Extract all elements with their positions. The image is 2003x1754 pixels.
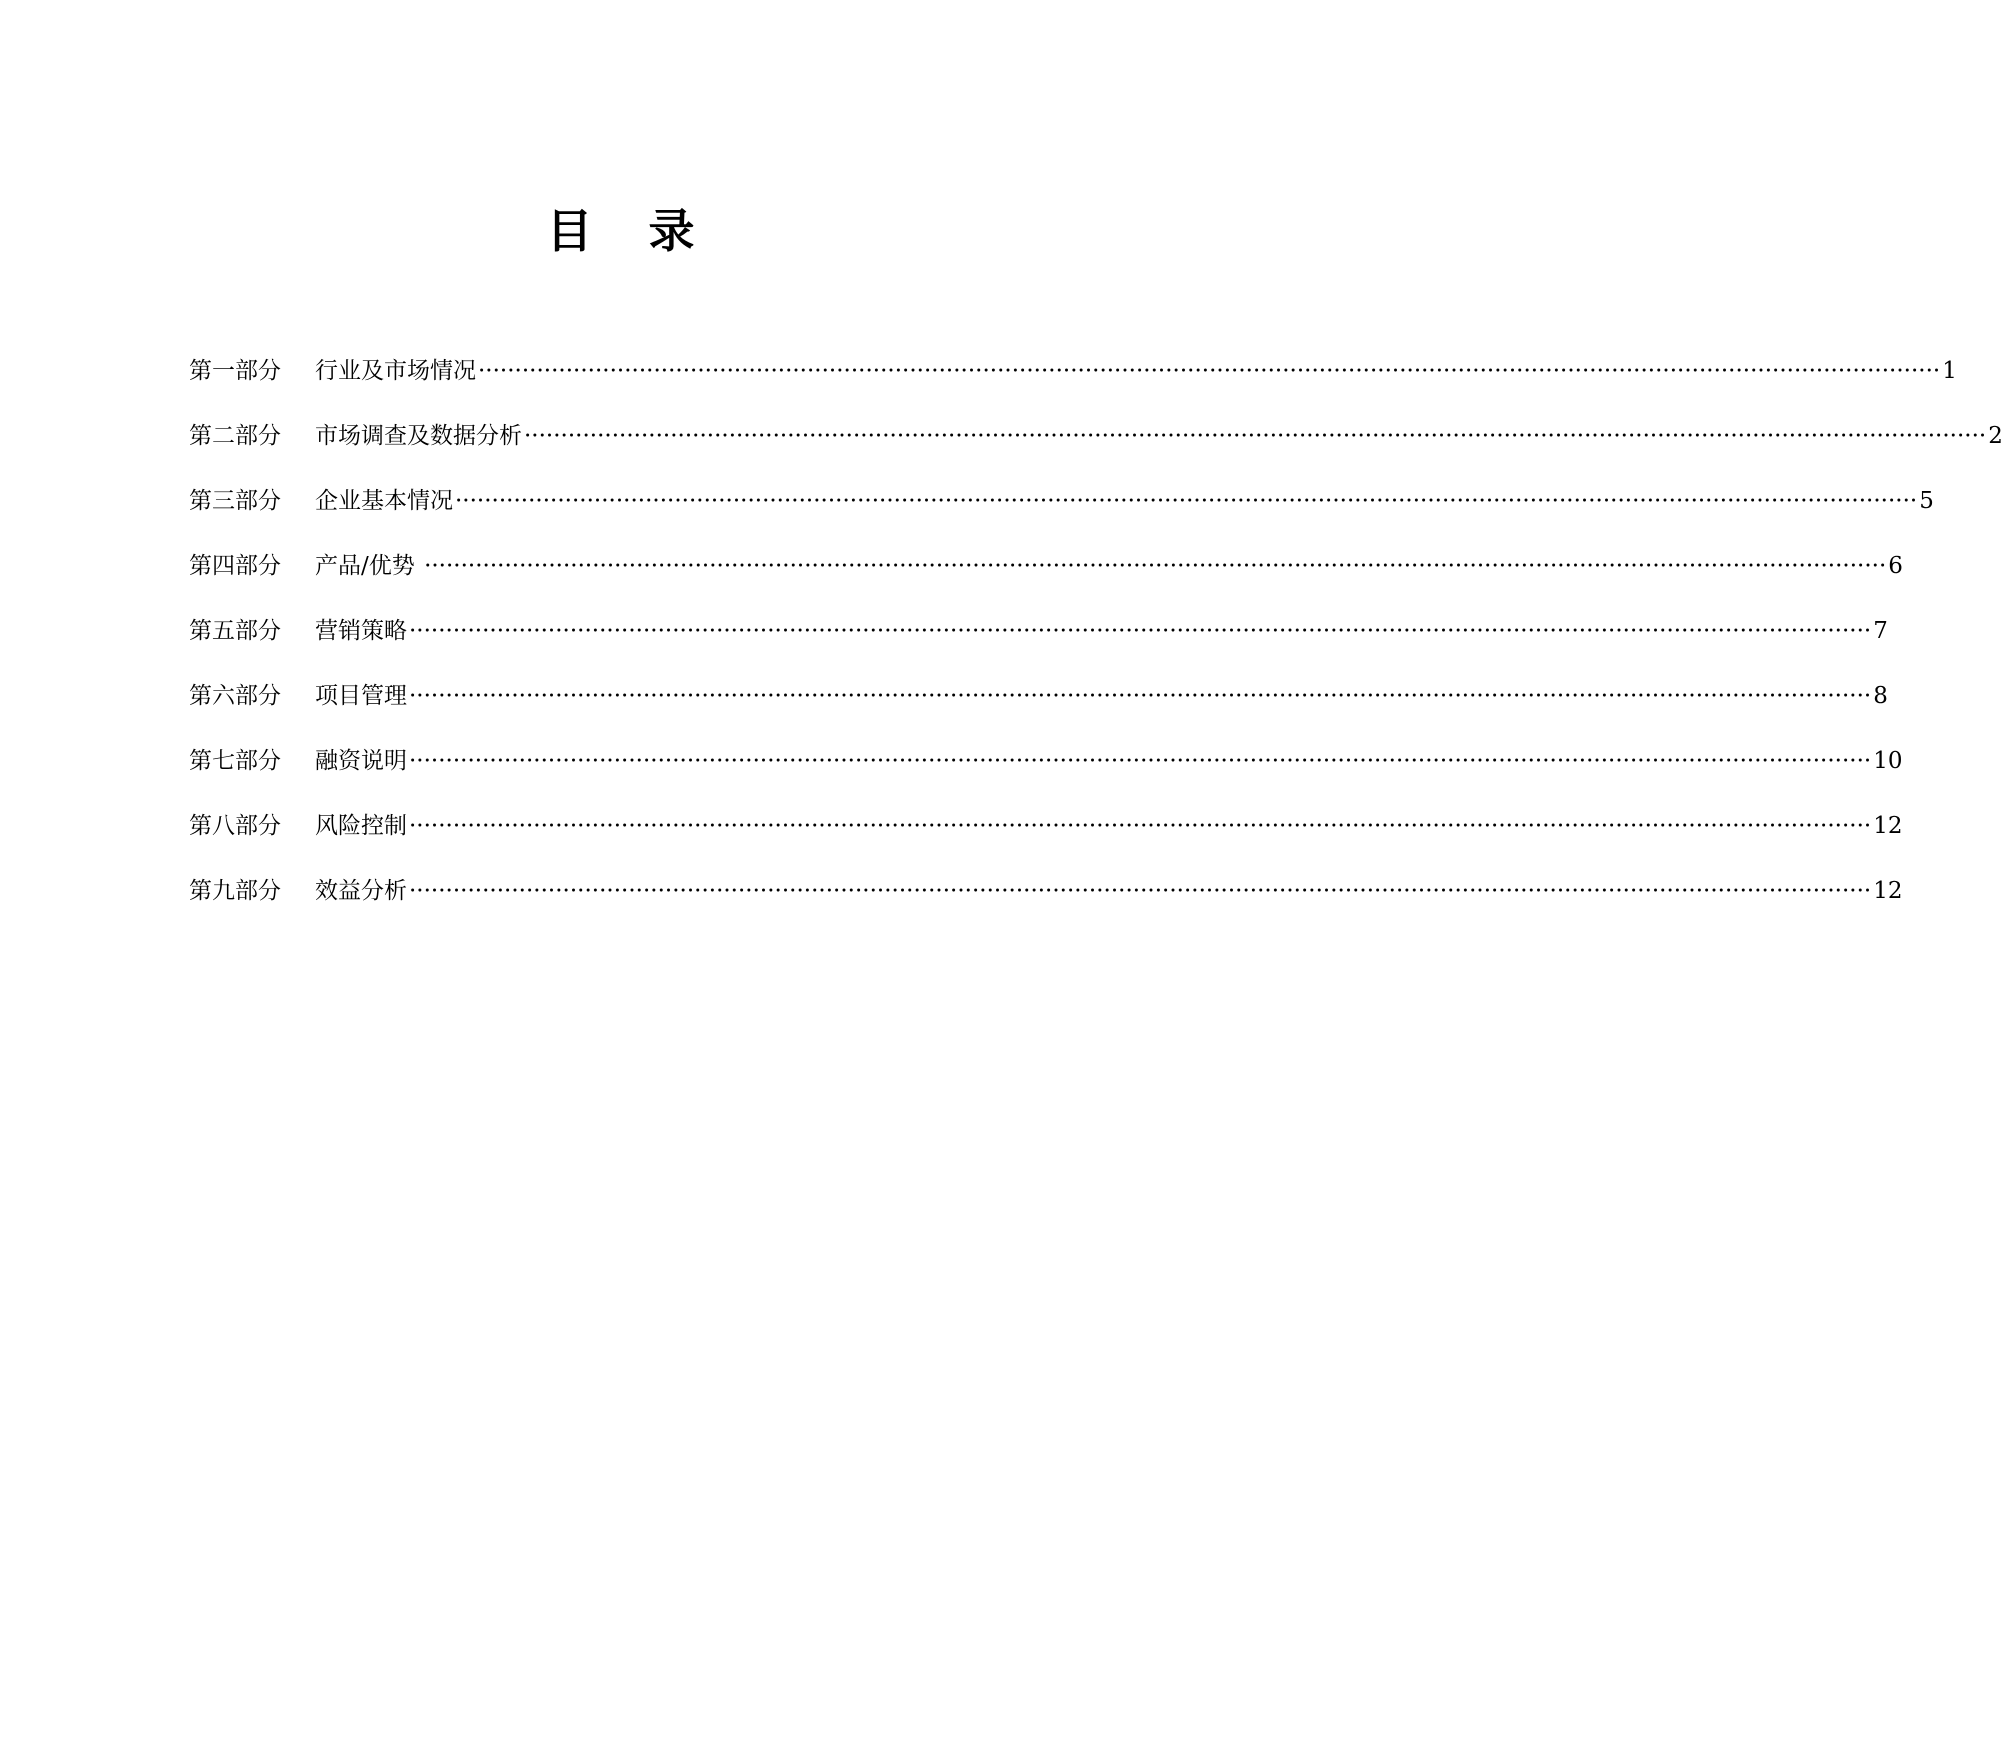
toc-part-label: 第七部分 xyxy=(189,748,281,774)
dot-leader: ········································································································································································································ xyxy=(524,423,1987,449)
toc-part-label: 第八部分 xyxy=(189,813,281,839)
toc-page-number: 2 xyxy=(1988,423,2003,449)
toc-heading: 营销策略 xyxy=(315,618,407,644)
toc-page-number: 7 xyxy=(1873,618,1888,644)
toc-part-label: 第三部分 xyxy=(189,488,281,514)
toc-part-label: 第二部分 xyxy=(189,423,281,449)
dot-leader: ········································································································································································································ xyxy=(478,358,1941,384)
toc-part-label: 第一部分 xyxy=(189,358,281,384)
toc-entry[interactable] xyxy=(189,714,1903,779)
dot-leader: ········································································································································································································ xyxy=(409,748,1872,774)
dot-leader: ········································································································································································································ xyxy=(409,878,1872,904)
toc-entry[interactable] xyxy=(189,844,1903,909)
toc-heading: 风险控制 xyxy=(315,813,407,839)
toc-heading: 行业及市场情况 xyxy=(315,358,476,384)
toc-entry[interactable] xyxy=(189,519,1903,584)
toc-page-number: 12 xyxy=(1873,878,1903,904)
toc-heading: 产品/优势 xyxy=(315,553,423,579)
toc-entry[interactable] xyxy=(189,649,1888,714)
dot-leader: ········································································································································································································ xyxy=(409,683,1872,709)
toc-heading: 市场调查及数据分析 xyxy=(315,423,522,449)
dot-leader: ········································································································································································································ xyxy=(424,553,1887,579)
toc-entry[interactable] xyxy=(189,324,1957,389)
toc-heading: 融资说明 xyxy=(315,748,407,774)
toc-entry[interactable] xyxy=(189,454,1934,519)
dot-leader: ········································································································································································································ xyxy=(409,618,1872,644)
toc-title: 目 录 xyxy=(546,204,715,258)
dot-leader: ········································································································································································································ xyxy=(455,488,1918,514)
toc-entry[interactable] xyxy=(189,779,1903,844)
toc-entry[interactable] xyxy=(189,389,2003,454)
toc-page-number: 1 xyxy=(1942,358,1957,384)
toc-page-number: 8 xyxy=(1873,683,1888,709)
toc-page-number: 5 xyxy=(1919,488,1934,514)
dot-leader: ········································································································································································································ xyxy=(409,813,1872,839)
toc-entry[interactable] xyxy=(189,584,1888,649)
toc-heading: 效益分析 xyxy=(315,878,407,904)
toc-page-number: 12 xyxy=(1873,813,1903,839)
toc-list xyxy=(189,324,2003,909)
toc-page-number: 10 xyxy=(1873,748,1903,774)
toc-part-label: 第五部分 xyxy=(189,618,281,644)
toc-part-label: 第九部分 xyxy=(189,878,281,904)
toc-page-number: 6 xyxy=(1888,553,1903,579)
toc-heading: 项目管理 xyxy=(315,683,407,709)
toc-heading: 企业基本情况 xyxy=(315,488,453,514)
toc-part-label: 第四部分 xyxy=(189,553,281,579)
toc-part-label: 第六部分 xyxy=(189,683,281,709)
